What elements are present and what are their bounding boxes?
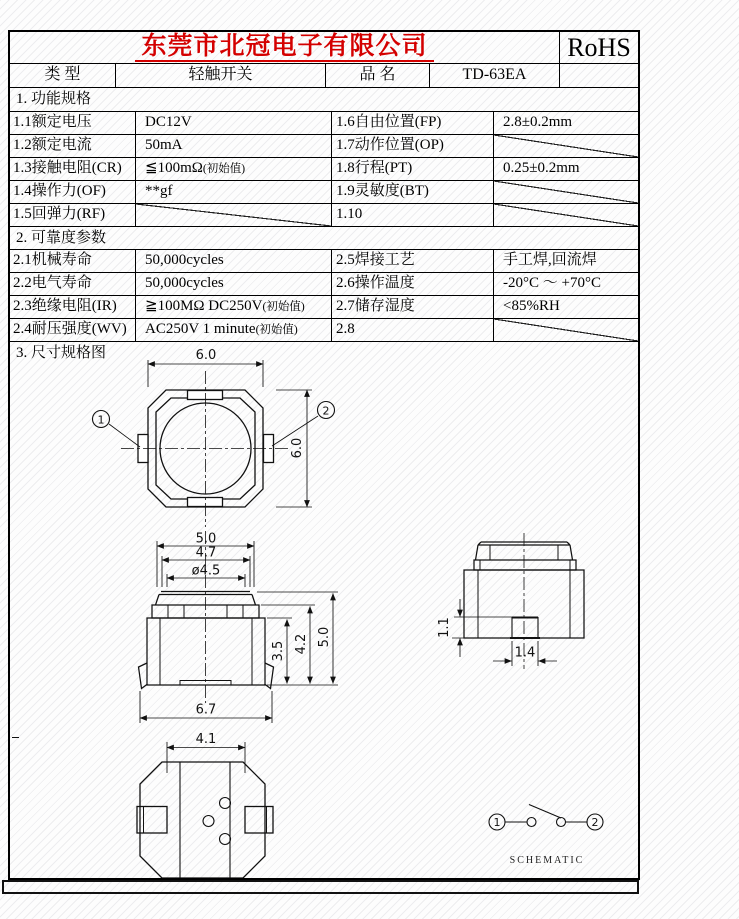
spec-label: 2.5焊接工艺 [332,250,494,272]
front-cap-dim-label: 4.7 [195,545,217,561]
rohs-mark: RoHS [567,33,631,62]
spec-label: 2.2电气寿命 [10,273,136,295]
company-name: 东莞市北冠电子有限公司 [135,33,433,62]
spec-value: DC12V [136,112,332,134]
spec-label: 2.3绝缘电阻(IR) [10,296,136,318]
spec-label: 2.7储存湿度 [332,296,494,318]
top-slot [188,391,223,400]
front-mid-height-dim-label: 4.2 [294,633,309,655]
spec-value: 2.8±0.2mm [503,114,573,130]
spec-label: 1.3接触电阻(CR) [10,158,136,180]
front-total-height-dim-label: 5.0 [317,626,332,648]
side-view-dimensions [452,599,557,666]
spec-value-empty [494,204,638,226]
schematic-contact [557,818,566,827]
empty-cell [560,64,638,87]
spec-row-1-4 [10,181,638,204]
front-view-dimensions [140,541,338,723]
spec-value: 50,000cycles [136,250,332,272]
flange [474,560,576,570]
type-row [10,64,638,88]
centerlines [121,371,524,703]
spec-value: 0.25±0.2mm [503,160,580,176]
top-view-dimensions [93,360,335,507]
spec-value-empty [494,135,638,157]
top-height-dim-label: 6.0 [290,437,305,459]
spec-row-2-4 [10,319,638,342]
locating-hole [203,816,214,827]
right-lug [245,807,273,834]
spec-label: 1.6自由位置(FP) [332,112,494,134]
spec-row-1-1 [10,112,638,135]
footer-title-bar [2,880,639,894]
left-foot [139,663,148,689]
bottom-view-drawing [137,762,273,878]
schematic-pin1-label: 1 [493,816,501,829]
spec-value: AC250V 1 minute(初始值) [136,319,332,341]
spec-value: 50,000cycles [136,273,332,295]
schematic-caption: SCHEMATIC [509,855,585,866]
spec-label: 1.10 [332,204,494,226]
schematic-contact [527,818,536,827]
schematic-pin2-label: 2 [591,816,599,829]
schematic-drawing [489,805,603,831]
spec-value: ≦100mΩ(初始值) [136,158,332,180]
type-value: 轻触开关 [116,64,326,87]
type-label: 类 型 [10,64,116,87]
spec-value: -20°C ～ +70°C [503,275,601,291]
company-header-row [10,32,638,64]
spec-label: 2.8 [332,319,494,341]
side-pin-width-dim-label: 1.4 [514,645,536,661]
datasheet-frame [8,30,640,880]
bottom-lug-span-dim-label: 4.1 [195,732,217,747]
spec-row-2-3 [10,296,638,319]
terminal1-leader-line [109,424,140,447]
terminal1-callout-label: 1 [97,413,105,427]
spec-label: 2.1机械寿命 [10,250,136,272]
spec-value: **gf [136,181,332,203]
terminal2-callout-label: 2 [322,404,330,418]
company-name-cell [10,32,560,63]
dimension-drawings [10,342,638,878]
spec-label: 1.1额定电压 [10,112,136,134]
schematic-lever [529,805,561,819]
spec-value-empty [136,204,332,226]
front-view-drawing [139,592,274,689]
spec-value-empty [494,319,638,341]
section-2-header: 2. 可靠度参数 [10,227,638,250]
spec-label: 1.4操作力(OF) [10,181,136,203]
spec-value: ≧100MΩ DC250V(初始值) [136,296,332,318]
spec-label: 1.8行程(PT) [332,158,494,180]
locating-hole [220,798,231,809]
spec-label: 1.9灵敏度(BT) [332,181,494,203]
top-width-dim-label: 6.0 [195,348,217,363]
left-lug [137,807,167,834]
front-base-width-dim-label: 6.7 [195,702,217,718]
spec-row-2-1 [10,250,638,273]
front-body-height-dim-label: 3.5 [271,640,286,662]
spec-row-1-3 [10,158,638,181]
spec-label: 1.5回弹力(RF) [10,204,136,226]
bottom-slot [188,498,223,507]
spec-value: 50mA [136,135,332,157]
side-pin-height-dim-label: 1.1 [437,617,452,638]
locating-hole [220,834,231,845]
spec-row-2-2 [10,273,638,296]
spec-value: <85%RH [503,298,560,314]
front-button-dim-label: ø4.5 [191,563,221,579]
spec-value: 手工焊,回流焊 [503,252,597,268]
product-label: 品 名 [326,64,430,87]
product-value: TD-63EA [430,64,560,87]
spec-row-1-2 [10,135,638,158]
section-1-header: 1. 功能规格 [10,88,638,112]
spec-label: 2.4耐压强度(WV) [10,319,136,341]
spec-value-empty [494,181,638,203]
spec-label: 1.7动作位置(OP) [332,135,494,157]
base-outline [140,762,265,878]
front-top-dim-label: 5.0 [195,531,217,547]
spec-row-1-5 [10,204,638,227]
section-3-header: 3. 尺寸规格图 [16,345,107,361]
spec-label: 1.2额定电流 [10,135,136,157]
body [147,618,265,685]
spec-label: 2.6操作温度 [332,273,494,295]
